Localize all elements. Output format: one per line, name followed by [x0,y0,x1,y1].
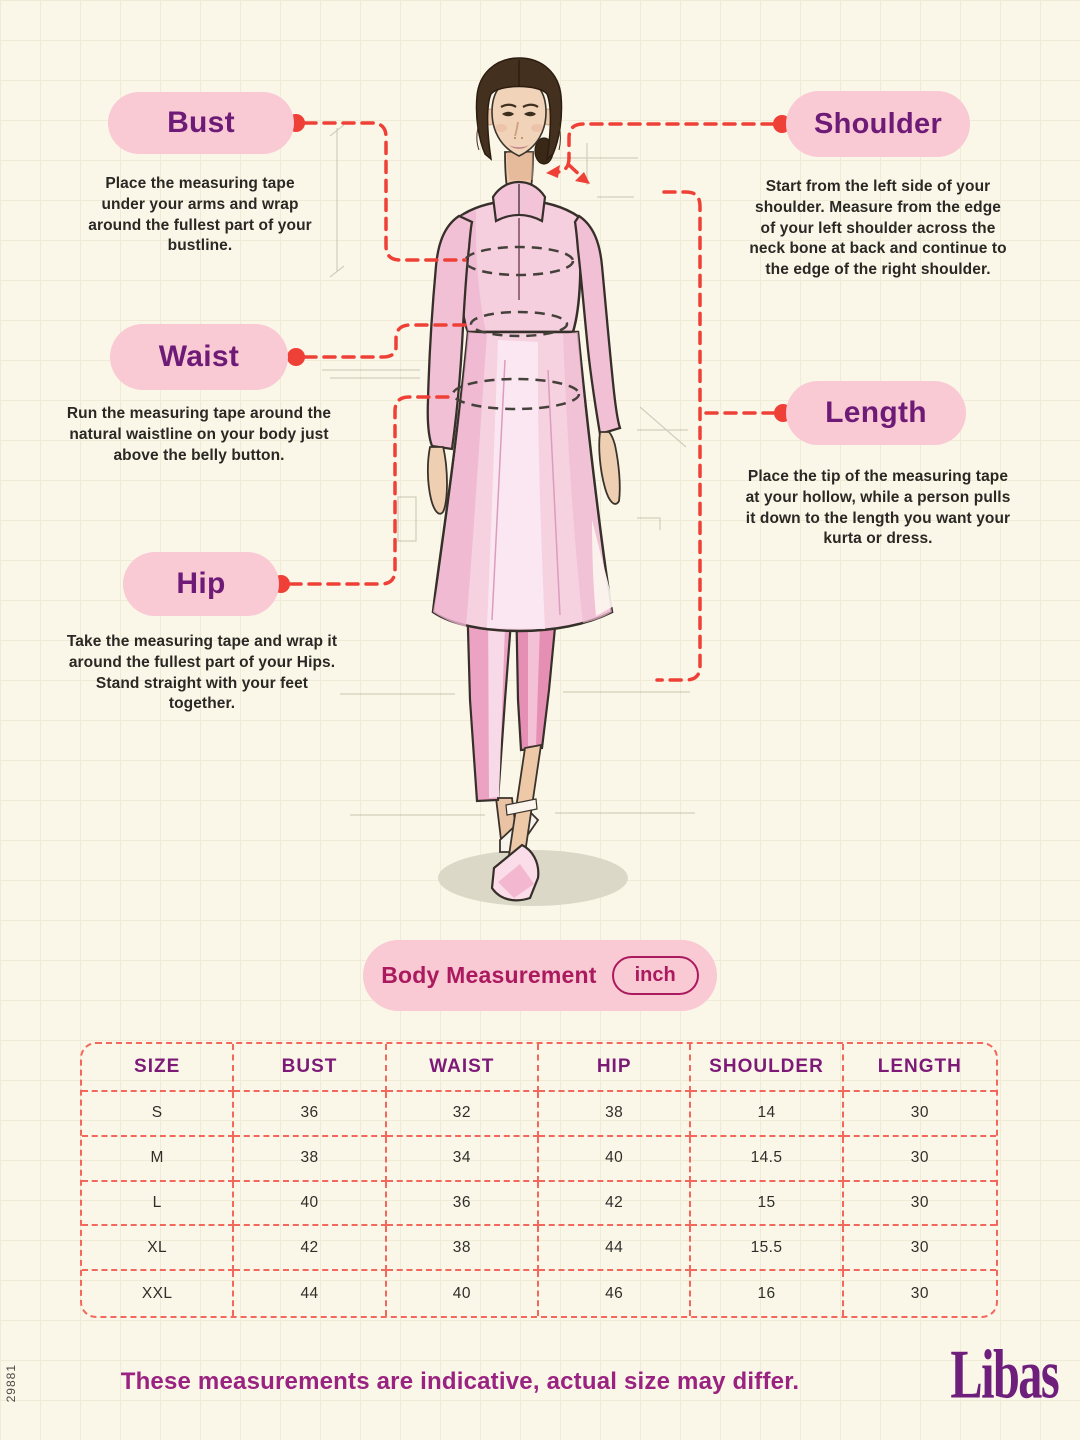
table-cell: 40 [234,1182,386,1227]
table-cell: XL [82,1226,234,1271]
body-measurement-title: Body Measurement [381,962,597,988]
disclaimer-note: These measurements are indicative, actual size may differ. [120,1368,800,1395]
table-cell: M [82,1137,234,1182]
body-measurement-header [363,940,717,1011]
shoulder-description: Start from the left side of your shoulder. Measure from the edge of your left shoulder across the neck bone at back and continue to the edge of the right shoulder. [749,178,1007,279]
bust-label: Bust [167,106,235,139]
table-header-bust: BUST [234,1044,386,1092]
hip-label-pill [123,552,279,616]
table-cell: 38 [539,1092,691,1137]
table-header-size: SIZE [82,1044,234,1092]
bust-description: Place the measuring tape under your arms and wrap around the fullest part of your bustline. [88,175,312,255]
table-cell: 15.5 [691,1226,843,1271]
table-cell: 15 [691,1182,843,1227]
length-bracket-line [657,192,700,680]
waist-label: Waist [158,340,240,373]
table-cell: 30 [910,1284,929,1302]
table-cell: 30 [844,1137,996,1182]
table-cell: 30 [844,1226,996,1271]
table-cell: 30 [844,1182,996,1227]
table-cell: 36 [234,1092,386,1137]
table-cell: 14.5 [691,1137,843,1182]
length-label: Length [825,396,927,429]
shoulder-label: Shoulder [813,107,943,140]
shoulder-connector-line [569,124,773,158]
unit-badge: inch [612,956,699,995]
bust-label-pill [108,92,294,154]
table-cell: 32 [387,1092,539,1137]
table-cell: 34 [387,1137,539,1182]
table-cell: XXL [82,1271,234,1316]
table-cell: 16 [691,1271,843,1316]
table-header-shoulder: SHOULDER [691,1044,843,1092]
waist-label-pill [110,324,288,390]
table-cell: 44 [539,1226,691,1271]
table-header-length: LENGTH [844,1044,996,1092]
hip-description: Take the measuring tape and wrap it around the fullest part of your Hips. Stand straight with your feet together. [66,633,338,713]
table-cell: 38 [387,1226,539,1271]
table-cell: 14 [691,1092,843,1137]
table-cell: 42 [234,1226,386,1271]
waist-dot [287,348,305,366]
shoulder-label-pill [786,91,970,157]
fashion-model [428,58,620,900]
table-cell: 42 [539,1182,691,1227]
style-code: 29881 [4,1364,18,1403]
length-label-pill [786,381,966,445]
table-cell: 40 [387,1271,539,1316]
table-cell: 38 [234,1137,386,1182]
table-cell: 40 [539,1137,691,1182]
table-header-hip: HIP [539,1044,691,1092]
table-cell: 44 [234,1271,386,1316]
table-cell: 46 [539,1271,691,1316]
table-cell: L [82,1182,234,1227]
table-header-waist: WAIST [387,1044,539,1092]
hip-label: Hip [176,567,226,600]
libas-logo: Libas [950,1336,1058,1414]
waist-description: Run the measuring tape around the natural waistline on your body just above the belly button. [66,405,332,464]
table-cell: 30 [844,1092,996,1137]
length-description: Place the tip of the measuring tape at your hollow, while a person pulls it down to the length you want your kurta or dress. [745,468,1011,548]
table-cell: S [82,1092,234,1137]
table-cell: 36 [387,1182,539,1227]
size-table [80,1042,998,1318]
